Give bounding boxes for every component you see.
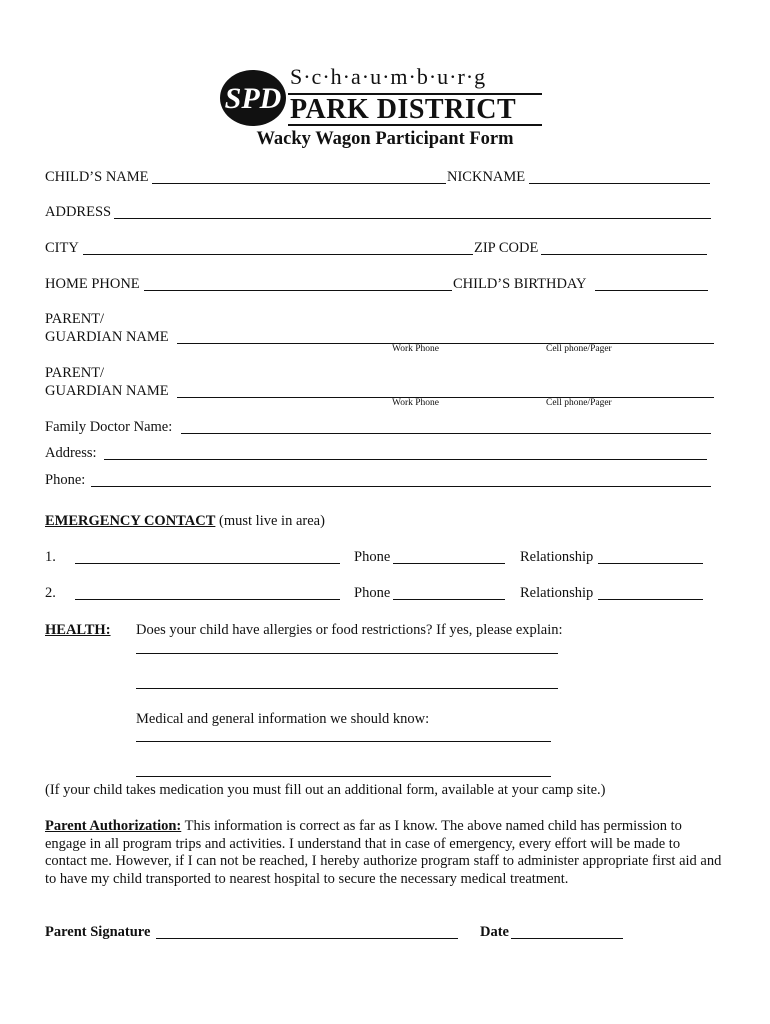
parent2-work-phone-caption: Work Phone [392,398,439,408]
emergency-row-2-phone-label: Phone [354,585,391,601]
health-allergies-line-1[interactable] [136,653,558,654]
logo-letters: SPD [224,82,282,115]
childs-birthday-field[interactable] [595,290,708,291]
logo [218,66,548,130]
emergency-row-1-relationship-label: Relationship [520,549,594,565]
doctor-name-label: Family Doctor Name: [45,419,173,435]
parent2-label-line2: GUARDIAN NAME [45,383,169,399]
parent1-name-field[interactable] [177,343,714,344]
health-heading: HEALTH: [45,622,111,638]
parent-signature-label: Parent Signature [45,924,151,940]
childs-name-label: CHILD’S NAME [45,169,149,185]
emergency-contact-note: (must live in area) [219,513,325,529]
doctor-name-field[interactable] [181,433,711,434]
emergency-row-2-relationship-label: Relationship [520,585,594,601]
emergency-row-1-relationship-field[interactable] [598,563,703,564]
parent2-name-field[interactable] [177,397,714,398]
brand-bottom: PARK DISTRICT [290,94,517,125]
emergency-contact-heading [45,514,325,529]
health-medical-line-2[interactable] [136,776,551,777]
form-title: Wacky Wagon Participant Form [256,129,514,149]
zip-code-label: ZIP CODE [474,240,539,256]
parent-signature-field[interactable] [156,938,458,939]
childs-birthday-label: CHILD’S BIRTHDAY [453,276,587,292]
emergency-row-1-number: 1. [45,549,56,565]
emergency-contact-title: EMERGENCY CONTACT [45,513,216,529]
nickname-field[interactable] [529,183,710,184]
address-label: ADDRESS [45,204,112,220]
doctor-address-field[interactable] [104,459,707,460]
park-district-logo-icon [218,68,288,128]
health-medical-label: Medical and general information we should know: [136,711,430,727]
address-field[interactable] [114,218,711,219]
home-phone-field[interactable] [144,290,452,291]
parent-authorization-text: This information is correct as far as I know. The above named child has permission to engage in all program trips and activities. I understand that in case of emergency, every effort will be made to contact me. However, if I can not be reached, I hereby authorize program staff to administer appropriate first aid and to have my child transported to nearest hospital to secure the necessary medical treatment. [45,818,722,887]
doctor-address-label: Address: [45,445,97,461]
emergency-row-2-relationship-field[interactable] [598,599,703,600]
medication-note: (If your child takes medication you must fill out an additional form, available at your camp site.) [45,782,606,798]
parent-authorization-heading: Parent Authorization: [45,818,182,834]
parent-authorization-paragraph [45,818,725,888]
brand-rule-bottom [288,124,542,126]
parent1-work-phone-caption: Work Phone [392,344,439,354]
health-medical-line-1[interactable] [136,741,551,742]
emergency-row-2-name-field[interactable] [75,599,340,600]
parent2-label-line1: PARENT/ [45,365,105,381]
home-phone-label: HOME PHONE [45,276,140,292]
emergency-row-2-number: 2. [45,585,56,601]
emergency-row-2-phone-field[interactable] [393,599,505,600]
parent1-label-line1: PARENT/ [45,311,105,327]
doctor-phone-label: Phone: [45,472,86,488]
parent2-cell-phone-caption: Cell phone/Pager [546,398,612,408]
zip-code-field[interactable] [541,254,707,255]
parent1-cell-phone-caption: Cell phone/Pager [546,344,612,354]
parent1-label-line2: GUARDIAN NAME [45,329,169,345]
emergency-row-1-phone-label: Phone [354,549,391,565]
city-label: CITY [45,240,79,256]
city-field[interactable] [83,254,473,255]
nickname-label: NICKNAME [447,169,526,185]
date-label: Date [480,924,509,940]
doctor-phone-field[interactable] [91,486,711,487]
emergency-row-1-name-field[interactable] [75,563,340,564]
date-field[interactable] [511,938,623,939]
health-allergies-line-2[interactable] [136,688,558,689]
childs-name-field[interactable] [152,183,446,184]
emergency-row-1-phone-field[interactable] [393,563,505,564]
health-allergies-question: Does your child have allergies or food restrictions? If yes, please explain: [136,622,563,638]
brand-top: S·c·h·a·u·m·b·u·r·g [290,64,487,89]
